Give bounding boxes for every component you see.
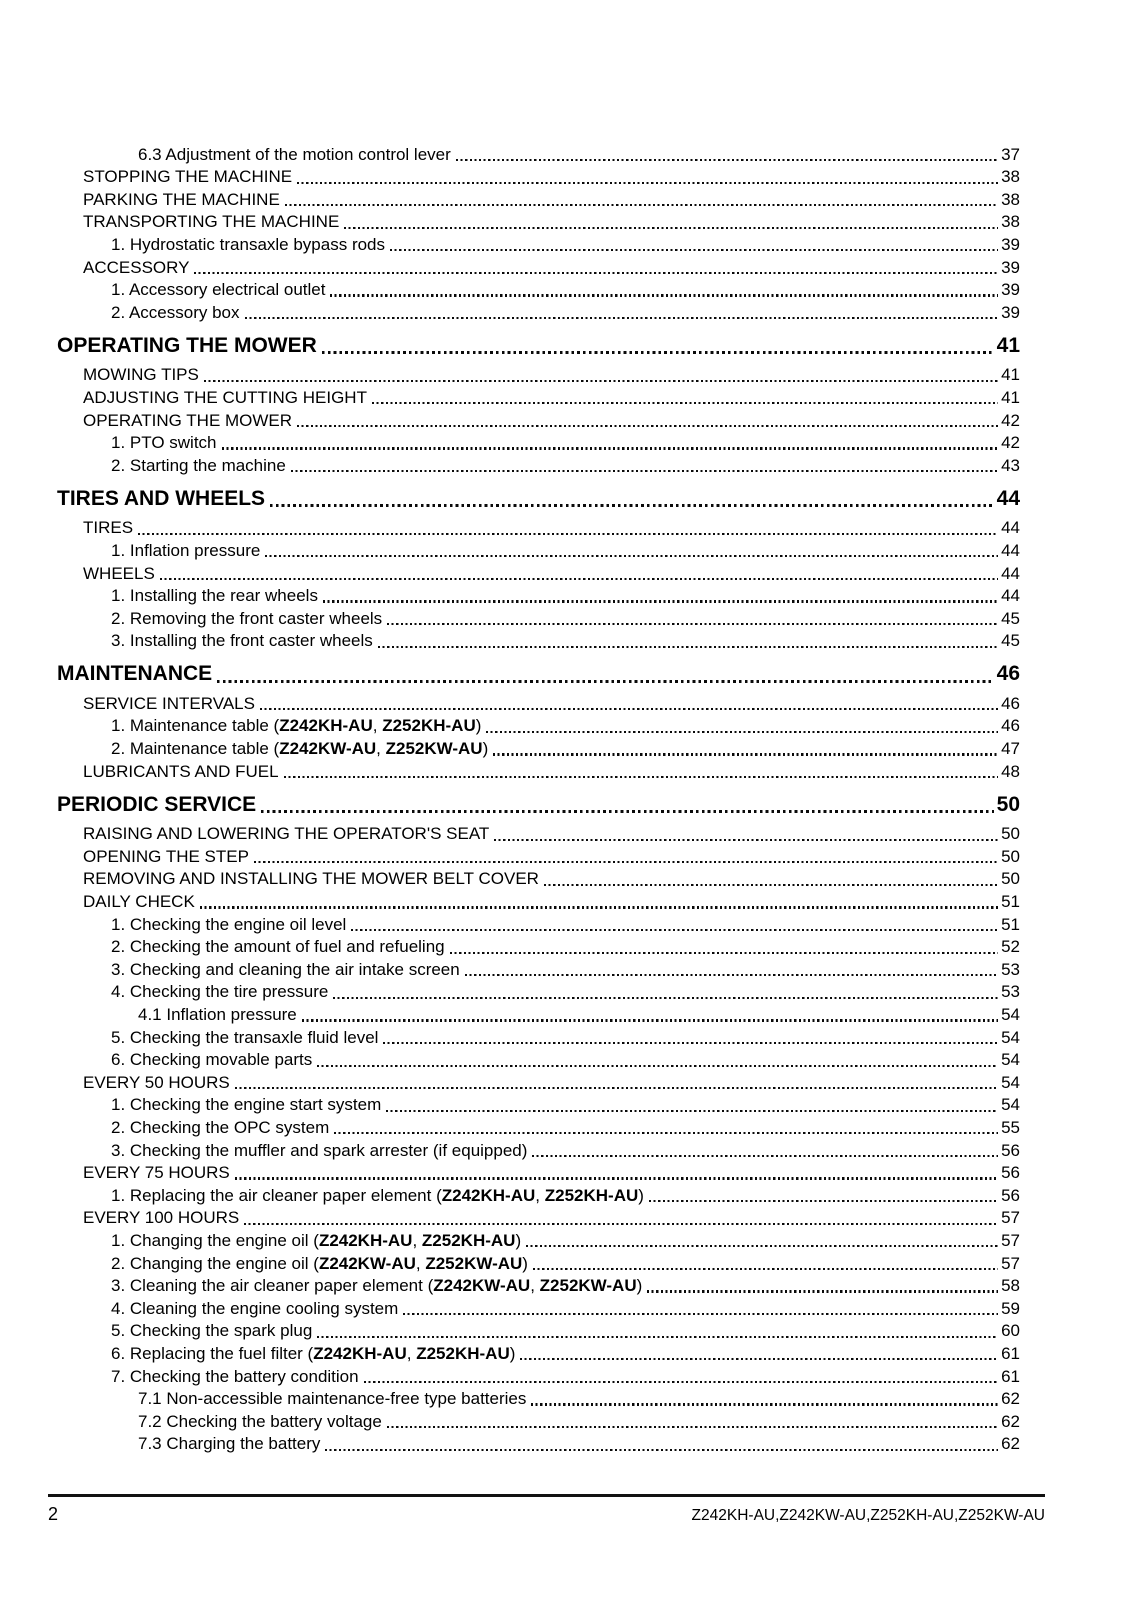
toc-entry-page: 54: [1001, 1072, 1020, 1092]
toc-entry-leader-dots: [364, 1381, 998, 1383]
toc-entry-leader-dots: [351, 929, 998, 931]
toc-entry-page: 46: [996, 662, 1020, 686]
toc-entry: [57, 844, 1020, 867]
toc-entry-label: DAILY CHECK: [83, 892, 195, 912]
toc-entry: [57, 759, 1020, 782]
toc-entry-page: 62: [1001, 1434, 1020, 1454]
toc-entry-label: 1. Accessory electrical outlet: [111, 280, 326, 300]
toc-entry-page: 38: [1001, 189, 1020, 209]
toc-entry: [57, 867, 1020, 890]
toc-entry-page: 54: [1001, 1095, 1020, 1115]
toc-entry-leader-dots: [302, 1019, 998, 1021]
toc-entry-page: 39: [1001, 302, 1020, 322]
toc-entry: [57, 1409, 1020, 1432]
toc-entry-label: PERIODIC SERVICE: [57, 792, 257, 816]
toc-entry-label: 4.1 Inflation pressure: [138, 1005, 297, 1024]
toc-entry: [57, 363, 1020, 386]
toc-entry: [57, 1432, 1020, 1455]
toc-entry-leader-dots: [160, 578, 998, 580]
toc-entry-page: 45: [1001, 631, 1020, 651]
toc-entry-page: 47: [1001, 739, 1020, 759]
toc-entry-page: 57: [1001, 1208, 1020, 1228]
page-footer: [48, 1494, 1045, 1525]
toc-entry: [57, 1274, 1020, 1297]
toc-entry-page: 62: [1001, 1389, 1020, 1409]
toc-entry-leader-dots: [285, 204, 998, 206]
toc-entry-page: 60: [1001, 1321, 1020, 1341]
toc-entry: [57, 736, 1020, 759]
toc-entry-label: 5. Checking the transaxle fluid level: [111, 1027, 379, 1047]
toc-entry-label: 4. Cleaning the engine cooling system: [111, 1298, 399, 1318]
toc-entry-page: 61: [1001, 1343, 1020, 1363]
toc-entry-page: 54: [1001, 1050, 1020, 1070]
toc-entry-page: 56: [1001, 1140, 1020, 1160]
toc-entry: [57, 606, 1020, 629]
toc-entry-page: 50: [1001, 869, 1020, 889]
toc-entry: [57, 790, 1020, 817]
toc-entry-page: 43: [1001, 455, 1020, 475]
toc-entry: [57, 408, 1020, 431]
toc-entry-leader-dots: [245, 317, 999, 319]
toc-entry-page: 51: [1001, 914, 1020, 934]
toc-entry-label: SERVICE INTERVALS: [83, 693, 255, 713]
toc-entry-page: 41: [1001, 387, 1020, 407]
toc-entry: [57, 1206, 1020, 1229]
toc-entry-label: EVERY 100 HOURS: [83, 1208, 240, 1228]
toc-entry: [57, 331, 1020, 358]
toc-entry-label: OPENING THE STEP: [83, 846, 249, 866]
toc-entry-label: 1. Maintenance table (Z242KH-AU, Z252KH-AU): [111, 716, 482, 736]
toc-entry-page: 56: [1001, 1185, 1020, 1205]
toc-entry-leader-dots: [194, 272, 998, 274]
toc-entry-leader-dots: [270, 504, 994, 507]
toc-entry-page: 57: [1001, 1253, 1020, 1273]
toc-entry-label: WHEELS: [83, 563, 155, 583]
toc-entry-page: 44: [1001, 540, 1020, 560]
toc-entry: [57, 691, 1020, 714]
toc-entry: [57, 1387, 1020, 1410]
toc-entry-page: 52: [1001, 937, 1020, 957]
toc-entry: [57, 561, 1020, 584]
toc-entry-leader-dots: [647, 1290, 998, 1292]
toc-entry-label: ADJUSTING THE CUTTING HEIGHT: [83, 387, 367, 407]
toc-entry-label: 2. Checking the amount of fuel and refueling: [111, 937, 445, 957]
toc-entry-page: 61: [1001, 1366, 1020, 1386]
toc-entry-page: 39: [1001, 257, 1020, 277]
toc-entry-label: TIRES AND WHEELS: [57, 486, 266, 510]
toc-entry: [57, 516, 1020, 539]
toc-entry-page: 37: [1001, 144, 1020, 164]
toc-entry-leader-dots: [261, 810, 993, 813]
toc-entry-label: MOWING TIPS: [83, 365, 199, 385]
toc-entry: [57, 255, 1020, 278]
toc-entry-label: MAINTENANCE: [57, 662, 213, 686]
toc-entry-leader-dots: [204, 380, 998, 382]
toc-entry-leader-dots: [531, 1403, 998, 1405]
toc-entry-page: 54: [1001, 1005, 1020, 1024]
toc-entry-label: 7.1 Non-accessible maintenance-free type batteries: [138, 1389, 527, 1409]
toc-entry: [57, 1341, 1020, 1364]
toc-entry-leader-dots: [254, 861, 998, 863]
toc-entry-label: 3. Installing the front caster wheels: [111, 631, 373, 651]
toc-entry-label: 1. Replacing the air cleaner paper element (Z242KH-AU, Z252KH-AU): [111, 1185, 644, 1205]
toc-entry-leader-dots: [344, 227, 998, 229]
toc-entry-leader-dots: [486, 731, 998, 733]
toc-entry-label: 2. Starting the machine: [111, 455, 286, 475]
toc-entry-label: PARKING THE MACHINE: [83, 189, 280, 209]
toc-entry-page: 42: [1001, 410, 1020, 430]
toc-entry-leader-dots: [284, 776, 999, 778]
toc-entry: [57, 1183, 1020, 1206]
toc-entry-label: ACCESSORY: [83, 257, 190, 277]
toc-entry-label: TIRES: [83, 518, 134, 538]
toc-entry-label: 1. PTO switch: [111, 433, 217, 453]
toc-entry: [57, 1093, 1020, 1116]
toc-entry: [57, 935, 1020, 958]
toc-entry-leader-dots: [138, 533, 998, 535]
toc-entry-page: 51: [1001, 892, 1020, 912]
toc-entry-leader-dots: [260, 708, 998, 710]
toc-entry-label: EVERY 50 HOURS: [83, 1072, 230, 1092]
footer-model-list: Z242KH-AU,Z242KW-AU,Z252KH-AU,Z252KW-AU: [691, 1507, 1045, 1524]
toc-entry: [57, 300, 1020, 323]
toc-entry: [57, 889, 1020, 912]
toc-entry-label: 5. Checking the spark plug: [111, 1321, 313, 1341]
toc-entry-page: 62: [1001, 1411, 1020, 1431]
toc-entry-leader-dots: [544, 884, 998, 886]
toc-entry-leader-dots: [533, 1268, 998, 1270]
toc-entry-label: 2. Checking the OPC system: [111, 1117, 330, 1137]
toc-entry-label: LUBRICANTS AND FUEL: [83, 761, 279, 781]
toc-entry: [57, 957, 1020, 980]
toc-entry-label: 1. Checking the engine start system: [111, 1095, 382, 1115]
toc-entry-leader-dots: [649, 1200, 998, 1202]
toc-entry: [57, 538, 1020, 561]
toc-entry-page: 50: [1001, 846, 1020, 866]
toc-entry: [57, 1138, 1020, 1161]
toc-entry: [57, 1048, 1020, 1071]
toc-entry-label: 6. Replacing the fuel filter (Z242KH-AU, Z252KH-AU): [111, 1343, 516, 1363]
toc-entry-label: 6.3 Adjustment of the motion control lever: [138, 144, 451, 164]
toc-entry-label: RAISING AND LOWERING THE OPERATOR'S SEAT: [83, 824, 490, 844]
toc-entry-page: 57: [1001, 1230, 1020, 1250]
toc-entry-page: 59: [1001, 1298, 1020, 1318]
toc-entry: [57, 1070, 1020, 1093]
toc-entry-leader-dots: [265, 555, 998, 557]
toc-entry: [57, 187, 1020, 210]
toc-entry-label: 1. Installing the rear wheels: [111, 586, 318, 606]
toc-entry-leader-dots: [532, 1155, 998, 1157]
toc-entry-label: 7.3 Charging the battery: [138, 1434, 321, 1454]
toc-entry-leader-dots: [325, 1449, 998, 1451]
toc-entry-page: 46: [1001, 716, 1020, 736]
toc-entry-leader-dots: [317, 1336, 998, 1338]
toc-entry-label: 4. Checking the tire pressure: [111, 982, 329, 1002]
toc-entry: [57, 278, 1020, 301]
toc-entry: [57, 142, 1020, 165]
toc-entry-leader-dots: [297, 182, 998, 184]
toc-entry-label: 1. Checking the engine oil level: [111, 914, 347, 934]
toc-entry-page: 56: [1001, 1163, 1020, 1183]
toc-entry-label: REMOVING AND INSTALLING THE MOWER BELT COVER: [83, 869, 539, 889]
toc-entry-leader-dots: [330, 294, 998, 296]
toc-entry-leader-dots: [235, 1177, 998, 1179]
toc-entry-leader-dots: [390, 249, 998, 251]
toc-entry-leader-dots: [200, 906, 998, 908]
toc-entry: [57, 385, 1020, 408]
footer-page-number: 2: [48, 1504, 59, 1524]
toc-entry-label: 1. Hydrostatic transaxle bypass rods: [111, 234, 386, 254]
toc-entry-page: 50: [996, 792, 1020, 816]
toc-entry-page: 44: [1001, 586, 1020, 606]
toc-entry-label: 2. Removing the front caster wheels: [111, 608, 383, 628]
toc-entry-page: 44: [996, 486, 1020, 510]
toc-entry-leader-dots: [244, 1223, 998, 1225]
toc-entry-page: 55: [1001, 1117, 1020, 1137]
toc-entry-label: 2. Accessory box: [111, 302, 240, 322]
toc-entry: [57, 822, 1020, 845]
toc-entry-leader-dots: [323, 600, 998, 602]
toc-entry-leader-dots: [317, 1065, 998, 1067]
toc-entry: [57, 714, 1020, 737]
toc-entry-label: 2. Changing the engine oil (Z242KW-AU, Z252KW-AU): [111, 1253, 528, 1273]
toc-entry-leader-dots: [322, 351, 994, 354]
toc-entry-label: EVERY 75 HOURS: [83, 1163, 230, 1183]
toc-entry: [57, 1115, 1020, 1138]
toc-entry-leader-dots: [387, 623, 998, 625]
toc-entry: [57, 1025, 1020, 1048]
toc-entry-page: 53: [1001, 982, 1020, 1002]
toc-entry: [57, 1228, 1020, 1251]
toc-entry-leader-dots: [526, 1245, 998, 1247]
toc-entry-page: 48: [1001, 761, 1020, 781]
toc-entry-label: 3. Checking the muffler and spark arrester (if equipped): [111, 1140, 528, 1160]
toc-entry: [57, 1319, 1020, 1342]
toc-entry-leader-dots: [520, 1358, 998, 1360]
toc-entry-page: 44: [1001, 563, 1020, 583]
toc-entry-leader-dots: [378, 646, 998, 648]
toc-entry-leader-dots: [222, 447, 999, 449]
toc-entry-label: 1. Changing the engine oil (Z242KH-AU, Z252KH-AU): [111, 1230, 522, 1250]
toc-entry: [57, 1251, 1020, 1274]
toc-entry-label: 3. Cleaning the air cleaner paper element (Z242KW-AU, Z252KW-AU): [111, 1276, 643, 1296]
toc-entry: [57, 1002, 1020, 1025]
toc-entry-leader-dots: [291, 470, 998, 472]
toc-entry-page: 58: [1001, 1276, 1020, 1296]
toc-entry-page: 41: [1001, 365, 1020, 385]
toc-entry-leader-dots: [372, 402, 998, 404]
toc-entry: [57, 1364, 1020, 1387]
toc-entry-page: 50: [1001, 824, 1020, 844]
toc-entry-leader-dots: [333, 997, 998, 999]
toc-entry-leader-dots: [387, 1426, 998, 1428]
toc-entry-page: 44: [1001, 518, 1020, 538]
toc-entry-label: 7. Checking the battery condition: [111, 1366, 359, 1386]
toc-entry-label: TRANSPORTING THE MACHINE: [83, 212, 340, 232]
toc-entry-leader-dots: [450, 952, 998, 954]
toc-entry-leader-dots: [383, 1042, 998, 1044]
toc-entry-page: 39: [1001, 280, 1020, 300]
toc-entry: [57, 980, 1020, 1003]
toc-entry-leader-dots: [297, 425, 998, 427]
toc-entry-page: 41: [996, 333, 1020, 357]
toc-entry-label: OPERATING THE MOWER: [83, 410, 293, 430]
toc-entry-page: 46: [1001, 693, 1020, 713]
toc-entry-label: 3. Checking and cleaning the air intake screen: [111, 959, 460, 979]
toc-entry-page: 38: [1001, 212, 1020, 232]
toc-entry-leader-dots: [493, 753, 998, 755]
toc-entry-leader-dots: [403, 1313, 998, 1315]
toc-entry-leader-dots: [494, 839, 998, 841]
toc-entry-label: 1. Inflation pressure: [111, 540, 261, 560]
toc-entry-page: 54: [1001, 1027, 1020, 1047]
toc-entry: [57, 453, 1020, 476]
toc-entry: [57, 629, 1020, 652]
toc-entry: [57, 659, 1020, 686]
toc-entry: [57, 1296, 1020, 1319]
toc-entry-leader-dots: [456, 159, 998, 161]
toc-entry-label: 7.2 Checking the battery voltage: [138, 1411, 382, 1431]
toc-entry: [57, 912, 1020, 935]
table-of-contents: [57, 142, 1020, 1454]
toc-entry-label: 2. Maintenance table (Z242KW-AU, Z252KW-AU): [111, 739, 489, 759]
toc-entry: [57, 584, 1020, 607]
toc-entry-label: OPERATING THE MOWER: [57, 333, 317, 357]
toc-entry-leader-dots: [465, 974, 998, 976]
toc-entry: [57, 210, 1020, 233]
toc-entry-page: 45: [1001, 608, 1020, 628]
toc-entry: [57, 165, 1020, 188]
toc-entry-label: 6. Checking movable parts: [111, 1050, 313, 1070]
toc-entry-leader-dots: [235, 1087, 998, 1089]
toc-entry-leader-dots: [334, 1132, 998, 1134]
toc-entry-page: 53: [1001, 959, 1020, 979]
toc-entry: [57, 484, 1020, 511]
toc-entry: [57, 232, 1020, 255]
toc-entry-page: 39: [1001, 234, 1020, 254]
toc-entry-leader-dots: [217, 680, 993, 683]
toc-entry-label: STOPPING THE MACHINE: [83, 167, 293, 187]
toc-entry-leader-dots: [386, 1110, 998, 1112]
toc-entry: [57, 431, 1020, 454]
toc-entry-page: 38: [1001, 167, 1020, 187]
toc-entry-page: 42: [1001, 433, 1020, 453]
toc-entry: [57, 1161, 1020, 1184]
